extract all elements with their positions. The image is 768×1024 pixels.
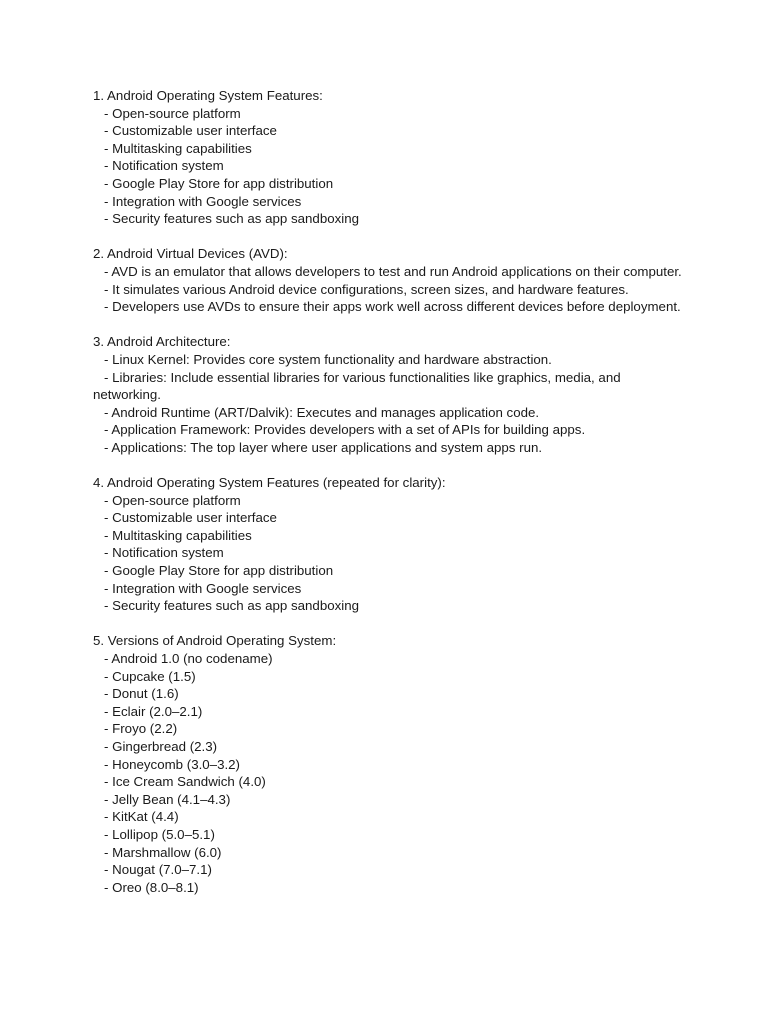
list-item: - Google Play Store for app distribution [104,175,334,191]
list-item: - Security features such as app sandboxing [104,598,360,614]
list-item: - Donut (1.6) [104,686,179,702]
list-item: - Linux Kernel: Provides core system functionality and hardware abstraction. [104,351,552,367]
section-3 [93,333,683,456]
list-item: - KitKat (4.4) [104,809,179,825]
section-4 [93,474,683,615]
list-item: - Nougat (7.0–7.1) [104,862,212,878]
list-item: - Cupcake (1.5) [104,668,196,684]
list-item: - Open-source platform [104,105,241,121]
section-heading: 5. Versions of Android Operating System: [93,633,337,649]
list-item: - Applications: The top layer where user applications and system apps run. [104,439,543,455]
list-item: - Developers use AVDs to ensure their apps work well across different devices before deployment. [104,299,681,315]
list-item: - Integration with Google services [104,193,302,209]
section-heading: 2. Android Virtual Devices (AVD): [93,246,288,262]
list-item: - Multitasking capabilities [104,527,252,543]
list-item: - Gingerbread (2.3) [104,738,218,754]
list-item: - Froyo (2.2) [104,721,178,737]
list-item: - Customizable user interface [104,510,277,526]
list-item: - Android 1.0 (no codename) [104,651,273,666]
section-heading: 3. Android Architecture: [93,334,231,350]
list-item: - Eclair (2.0–2.1) [104,703,203,719]
section-heading: 1. Android Operating System Features: [93,88,323,103]
section-1 [93,87,683,228]
list-item: - Marshmallow (6.0) [104,844,222,860]
list-item: - Notification system [104,545,224,561]
list-item: - Notification system [104,158,224,174]
list-item: - Jelly Bean (4.1–4.3) [104,791,231,807]
list-item: - AVD is an emulator that allows developers to test and run Android applications on their computer. [104,263,682,279]
list-item: - Open-source platform [104,492,241,508]
list-item: - Honeycomb (3.0–3.2) [104,756,240,772]
list-item: - Ice Cream Sandwich (4.0) [104,774,266,790]
list-item: - It simulates various Android device configurations, screen sizes, and hardware features. [104,281,629,297]
list-item: - Lollipop (5.0–5.1) [104,826,215,842]
list-item: - Customizable user interface [104,123,277,139]
list-item: - Application Framework: Provides developers with a set of APIs for building apps. [104,422,586,438]
list-item: - Integration with Google services [104,580,302,596]
list-item: - Libraries: Include essential libraries for various functionalities like graphics, media, and networking. [93,369,621,403]
list-item: - Google Play Store for app distribution [104,563,334,579]
document-page [93,87,683,914]
section-2 [93,245,683,315]
list-item: - Android Runtime (ART/Dalvik): Executes and manages application code. [104,404,540,420]
list-item: - Security features such as app sandboxing [104,211,360,227]
list-item: - Multitasking capabilities [104,140,252,156]
section-5 [93,632,683,896]
list-item: - Oreo (8.0–8.1) [104,879,199,895]
section-heading: 4. Android Operating System Features (repeated for clarity): [93,475,446,491]
